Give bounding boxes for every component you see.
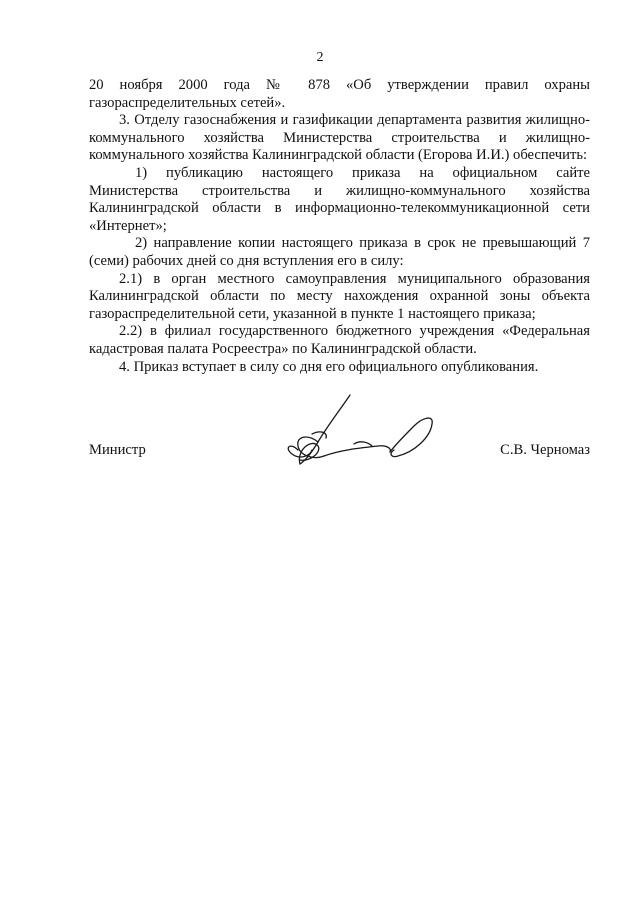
- paragraph-3-2-2: 2.2) в филиал государственного бюджетного учреждения «Федеральная кадастровая палата Росреестра» по Калининградской области.: [89, 323, 590, 357]
- paragraph-3: 3. Отделу газоснабжения и газификации департамента развития жилищно-коммунального хозяйства Министерства строительства и жилищно-коммунального хозяйства Калининградской области (Егорова И.И.) обеспечить:: [89, 112, 590, 164]
- paragraph-3-2: 2) направление копии настоящего приказа в срок не превышающий 7 (семи) рабочих дней со дня вступления его в силу:: [89, 235, 590, 269]
- page-number: 2: [316, 50, 324, 65]
- paragraph-3-2-1: 2.1) в орган местного самоуправления муниципального образования Калининградской области по месту нахождения охранной зоны объекта газораспределительной сети, указанной в пункте 1 настоящего приказа;: [89, 270, 590, 322]
- signature-block: [89, 438, 590, 478]
- paragraph-continuation: 20 ноября 2000 года № 878 «Об утверждении правил охраны газораспределительных сетей».: [89, 77, 590, 111]
- paragraph-4: 4. Приказ вступает в силу со дня его официального опубликования.: [119, 358, 539, 375]
- paragraph-3-1: 1) публикацию настоящего приказа на официальном сайте Министерства строительства и жилищно-коммунального хозяйства Калининградской области в информационно-телекоммуникационной сети «Интернет»;: [89, 164, 590, 234]
- signatory-title: Министр: [89, 442, 146, 458]
- signatory-name: С.В. Черномаз: [500, 442, 590, 458]
- document-body: [89, 77, 590, 376]
